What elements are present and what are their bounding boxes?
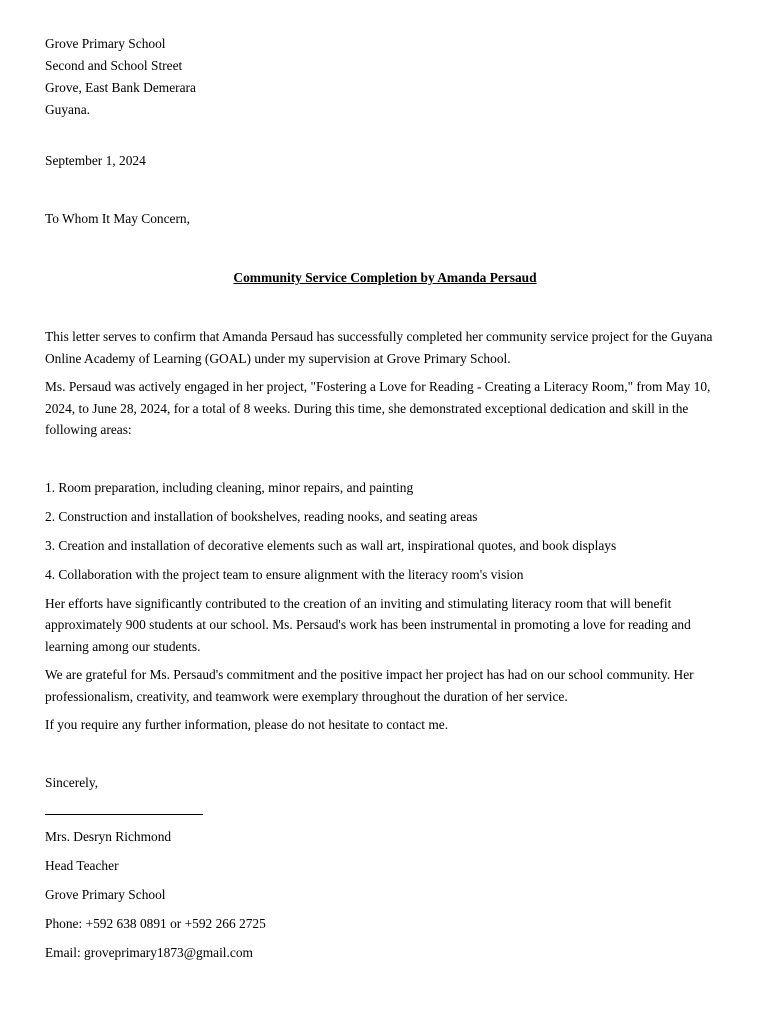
signature-line [45, 797, 203, 819]
signatory-name: Mrs. Desryn Richmond [45, 828, 172, 844]
address-line-country: Guyana. [45, 102, 90, 117]
address-line-area: Grove, East Bank Demerara [45, 80, 196, 95]
address-line-street: Second and School Street [45, 58, 183, 73]
closing: Sincerely, [45, 774, 99, 790]
list-item: 4. Collaboration with the project team to ensure alignment with the literacy room's vision [45, 566, 524, 582]
sender-address [45, 33, 725, 121]
list-item: 2. Construction and installation of bookshelves, reading nooks, and seating areas [45, 508, 478, 524]
signatory-school: Grove Primary School [45, 886, 166, 902]
list-item: 3. Creation and installation of decorative elements such as wall art, inspirational quotes, and book displays [45, 537, 617, 553]
letter-subject: Community Service Completion by Amanda Persaud [233, 270, 537, 285]
body-paragraph: This letter serves to confirm that Amanda Persaud has successfully completed her community service project for the Guyana Online Academy of Learning (GOAL) under my supervision at Grove Primary School. [45, 329, 713, 366]
signature-block [45, 826, 725, 964]
signatory-title: Head Teacher [45, 857, 119, 873]
salutation: To Whom It May Concern, [45, 211, 190, 226]
signatory-phone: Phone: +592 638 0891 or +592 266 2725 [45, 915, 266, 931]
address-line-school: Grove Primary School [45, 36, 166, 51]
closing-paragraph: We are grateful for Ms. Persaud's commitment and the positive impact her project has had on our school community. Her professionalism, creativity, and teamwork were exemplary throughout the duration of her service. [45, 667, 694, 704]
closing-paragraph: If you require any further information, please do not hesitate to contact me. [45, 717, 449, 732]
body-paragraph: Ms. Persaud was actively engaged in her project, "Fostering a Love for Reading - Creating a Literacy Room," from May 10, 2024, to June 28, 2024, for a total of 8 weeks. During this time, she demonstrated exceptional dedication and skill in the following areas: [45, 379, 711, 437]
signatory-email: Email: groveprimary1873@gmail.com [45, 944, 253, 960]
areas-list [45, 477, 725, 586]
letter-page [45, 33, 725, 964]
list-item: 1. Room preparation, including cleaning, minor repairs, and painting [45, 479, 414, 495]
closing-paragraph: Her efforts have significantly contributed to the creation of an inviting and stimulating literacy room that will benefit approximately 900 students at our school. Ms. Persaud's work has been instrumental in promoting a love for reading and learning among our students. [45, 595, 691, 654]
letter-date: September 1, 2024 [45, 153, 146, 168]
